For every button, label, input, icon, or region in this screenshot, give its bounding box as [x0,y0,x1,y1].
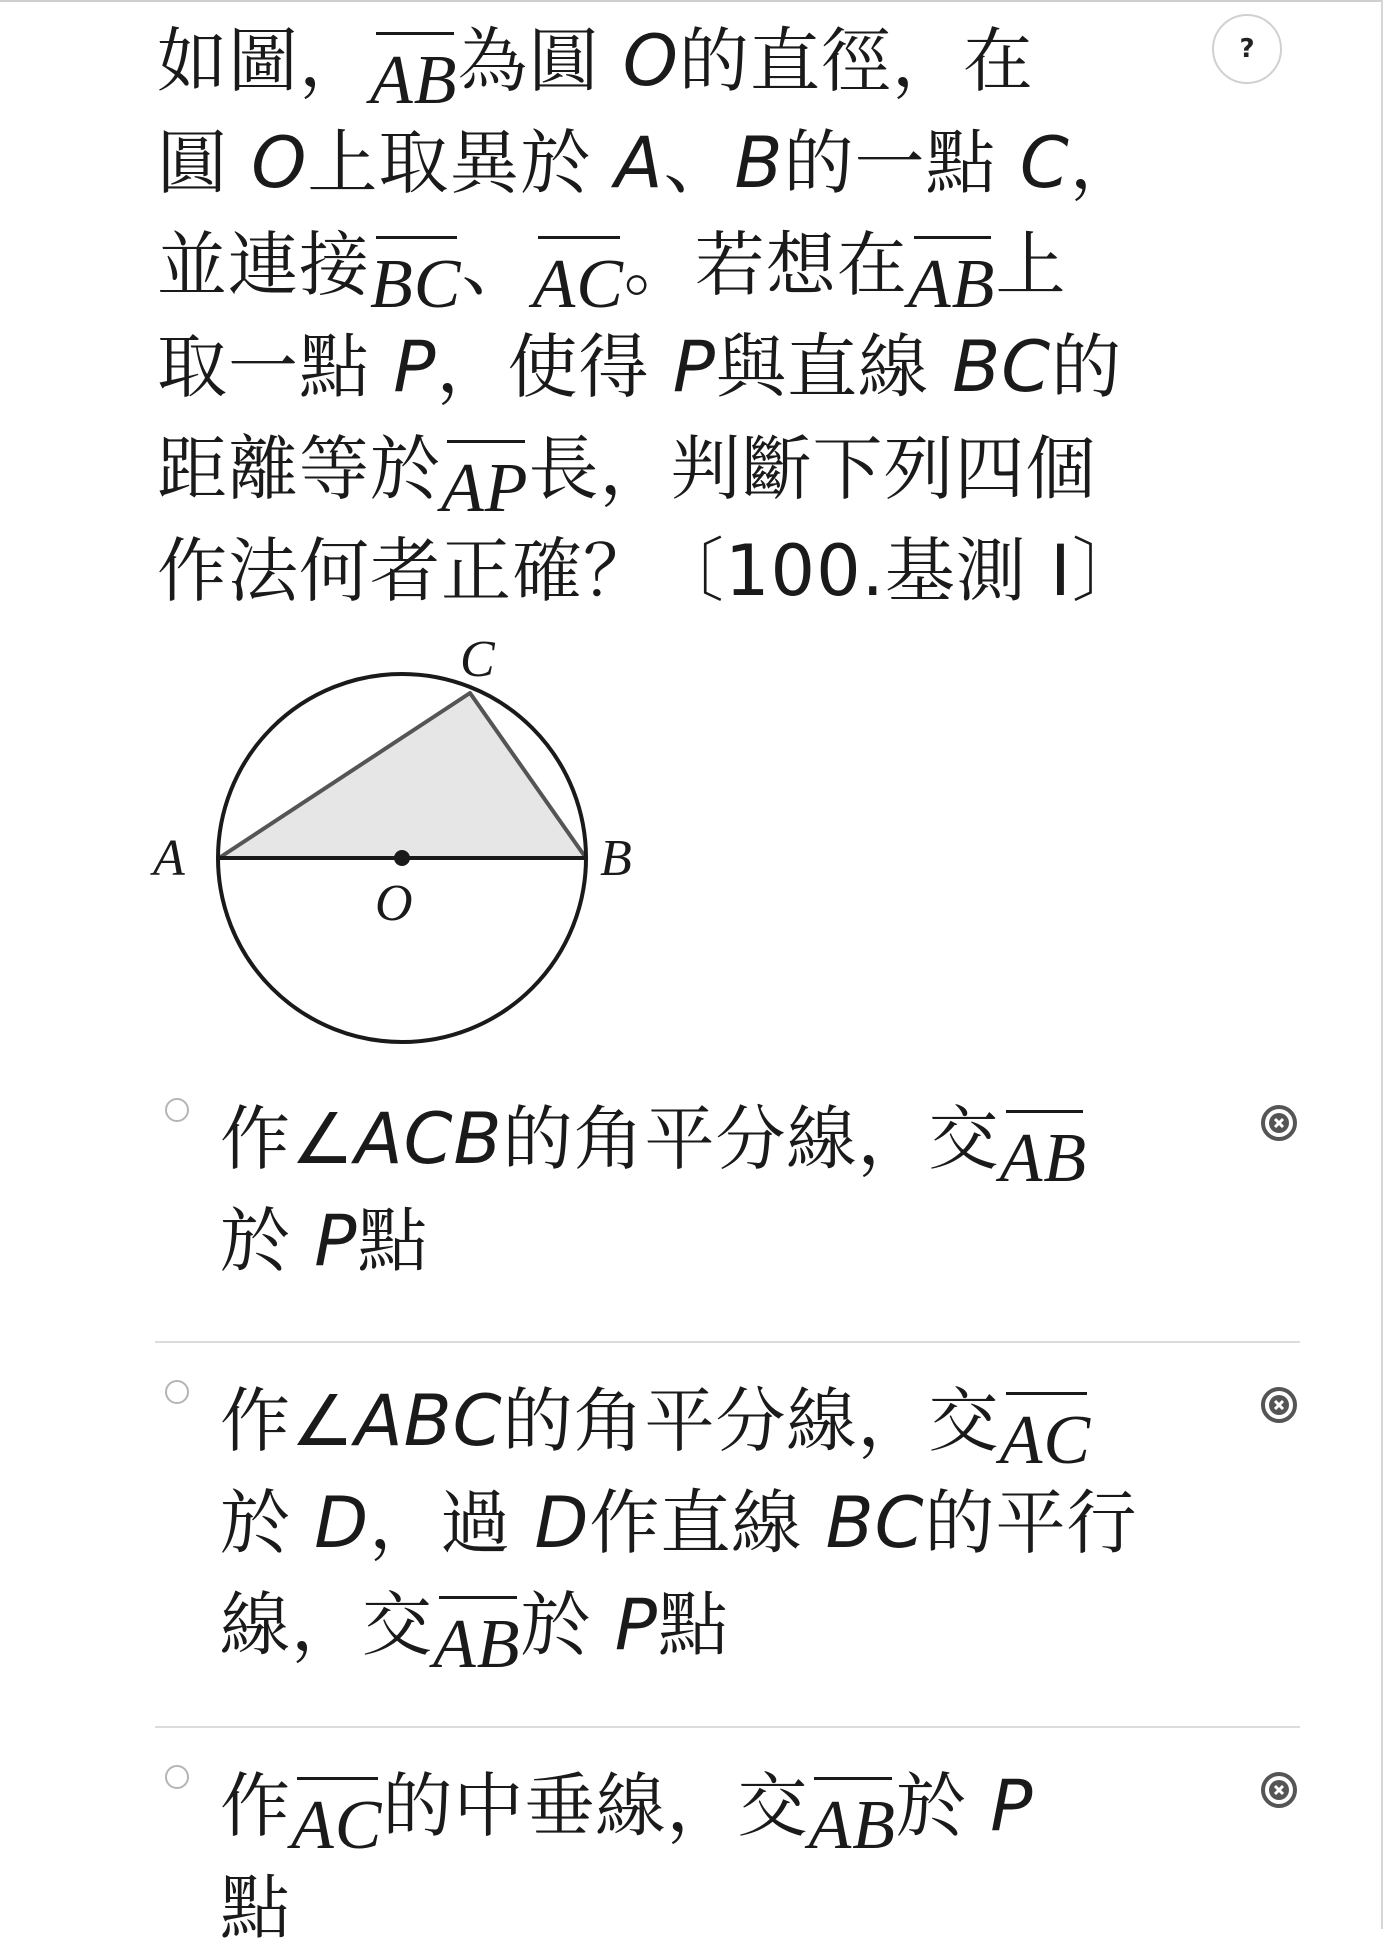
stem-line [157,214,1157,323]
option-text [220,1088,1220,1292]
option-line [220,1755,1220,1864]
help-button[interactable] [1212,14,1282,84]
stem-text: 與直線 [715,326,953,408]
help-icon: ? [1239,34,1255,64]
option-text-part: 線，交 [220,1584,433,1666]
segment-label: AC [291,1777,382,1861]
segment-label: AB [908,236,996,320]
segment-label: AB [433,1596,521,1680]
point-label: P [614,1584,659,1666]
point-label: P [393,326,437,408]
option-text-part: 的中垂線，交 [382,1765,809,1847]
segment-label: AB [808,1777,896,1861]
point-label: P [314,1200,358,1282]
option-text-part: 的角平分線，交 [502,1380,1000,1462]
label-o: O [375,875,413,932]
option-text-part: 點 [357,1200,429,1282]
stem-text: 長，判斷下列四個 [528,428,1097,510]
point-label: A [614,122,664,204]
option-text-part: 作∠ [220,1380,355,1462]
stem-text: 的直徑，在 [678,20,1034,102]
option-divider [155,1341,1300,1343]
remove-circle-icon[interactable] [1260,1771,1298,1809]
option-text-part: 於 [520,1584,615,1666]
stem-text: ，使得 [436,326,673,408]
stem-line [157,520,1157,622]
point-label: D [314,1482,370,1564]
stem-text: 上 [995,224,1067,306]
angle-label: ACB [354,1098,503,1180]
option-text-part: 作 [220,1765,291,1847]
stem-text: 上取異於 [307,122,615,204]
triangle-acb [219,693,586,858]
option-text-part: 的平行 [924,1482,1138,1564]
option-line [220,1574,1220,1683]
stem-text: 、 [461,224,533,306]
label-c: C [460,631,495,688]
point-label: P [990,1765,1034,1847]
geometry-figure [145,620,665,1050]
segment-label: BC [370,236,461,320]
remove-circle-icon[interactable] [1260,1386,1298,1424]
stem-line [157,418,1157,527]
stem-text: 的 [1051,326,1123,408]
label-a: A [153,830,185,887]
line-label: BC [825,1482,925,1564]
stem-text: 為圓 [457,20,623,102]
option-text [220,1755,1220,1959]
line-label: BC [952,326,1052,408]
center-point-o [394,850,410,866]
option-divider [155,1726,1300,1728]
question-stem [157,10,1157,622]
point-label: P [672,326,716,408]
stem-text: 圓 [157,122,252,204]
option-line [220,1472,1220,1574]
stem-text: 作法何者正確？〔100.基測 I〕 [157,530,1143,612]
remove-circle-icon[interactable] [1260,1104,1298,1142]
option-text-part: 的角平分線，交 [502,1098,1000,1180]
stem-text: 如圖， [157,20,370,102]
option-text-part: 作直線 [589,1482,826,1564]
radio-unselected-icon[interactable] [165,1380,189,1404]
label-b: B [600,830,632,887]
option-line [220,1190,1220,1292]
stem-line [157,10,1157,119]
segment-label: AC [532,236,623,320]
segment-label: AC [1000,1392,1091,1476]
stem-text: 取一點 [157,326,394,408]
stem-text: 距離等於 [157,428,441,510]
stem-text: 並連接 [157,224,370,306]
top-divider [0,0,1383,10]
option-text-part: 點 [220,1867,291,1949]
stem-text: ， [1069,122,1141,204]
segment-label: AB [1000,1110,1088,1194]
point-label: D [534,1482,590,1564]
option-text-part: 於 [220,1200,315,1282]
stem-line [157,112,1157,214]
angle-label: ABC [354,1380,503,1462]
option-text-part: 點 [658,1584,730,1666]
option-text-part: ，過 [369,1482,535,1564]
option-line [220,1088,1220,1197]
option-text-part: 於 [895,1765,991,1847]
option-text-part: 於 [220,1482,315,1564]
option-text-part: 作∠ [220,1098,355,1180]
option-line [220,1857,1220,1959]
segment-label: AB [370,32,458,116]
segment-label: AP [441,440,529,524]
point-label: O [622,20,679,102]
stem-text: 。若想在 [623,224,908,306]
point-label: C [1019,122,1070,204]
radio-unselected-icon[interactable] [165,1098,189,1122]
point-label: B [734,122,784,204]
stem-line [157,316,1157,418]
radio-unselected-icon[interactable] [165,1765,189,1789]
stem-text: 、 [663,122,735,204]
stem-text: 的一點 [783,122,1020,204]
option-text [220,1370,1220,1683]
option-line [220,1370,1220,1479]
point-label: O [251,122,308,204]
